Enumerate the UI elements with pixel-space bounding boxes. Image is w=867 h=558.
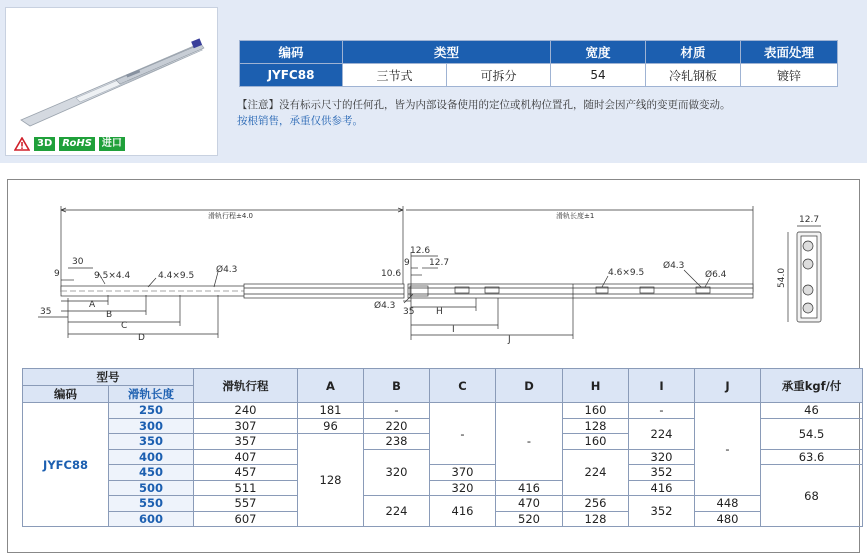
- dim-phi-4-3-right: Ø4.3: [663, 261, 685, 271]
- length-cell: 300: [109, 418, 194, 434]
- a-cell: 181: [298, 403, 364, 419]
- length-cell: 250: [109, 403, 194, 419]
- dim-phi-4-3-mid: Ø4.3: [374, 301, 396, 311]
- stroke-cell: 407: [194, 449, 298, 465]
- table-row: [23, 403, 863, 419]
- dim-12-7: 12.7: [429, 258, 450, 268]
- header-A: A: [298, 369, 364, 403]
- dim-hole-4-4x9-5: 4.4×9.5: [158, 271, 195, 281]
- import-badge: 进口: [99, 137, 125, 151]
- b-cell: 220: [364, 418, 430, 434]
- dim-side-width: 12.7: [799, 215, 820, 225]
- 3d-badge: 3D: [34, 137, 55, 151]
- stroke-cell: 357: [194, 434, 298, 450]
- load-cell: 46: [761, 403, 863, 419]
- i-cell: 416: [629, 480, 695, 496]
- c-cell: 416: [430, 496, 496, 527]
- h-cell: 128: [563, 511, 629, 527]
- header-H: H: [563, 369, 629, 403]
- b-cell: 238: [364, 434, 430, 450]
- header-stroke: 滑轨行程: [194, 369, 298, 403]
- dim-hole-9-5x4-4: 9.5×4.4: [94, 271, 131, 281]
- header-load: 承重kgf/付: [761, 369, 863, 403]
- header-D: D: [496, 369, 563, 403]
- dim-12-6: 12.6: [410, 246, 431, 256]
- dim-phi-4-3-left: Ø4.3: [216, 265, 238, 275]
- dim-hole-4-6x9-5: 4.6×9.5: [608, 268, 645, 278]
- i-cell: 352: [629, 465, 695, 481]
- model-code: JYFC88: [23, 403, 109, 527]
- dim-side-height: 54.0: [777, 267, 787, 288]
- header-B: B: [364, 369, 430, 403]
- dim-10-6: 10.6: [381, 269, 402, 279]
- load-cell: 63.6: [761, 449, 863, 465]
- stroke-cell: 557: [194, 496, 298, 512]
- h-cell: 256: [563, 496, 629, 512]
- c-cell: 320: [430, 480, 496, 496]
- h-cell: 224: [563, 449, 629, 496]
- i-cell: -: [629, 403, 695, 419]
- stroke-cell: 240: [194, 403, 298, 419]
- b-cell: 320: [364, 449, 430, 496]
- length-cell: 400: [109, 449, 194, 465]
- length-cell: 350: [109, 434, 194, 450]
- h-cell: 128: [563, 418, 629, 434]
- warning-icon: [14, 137, 30, 151]
- stroke-cell: 511: [194, 480, 298, 496]
- h-cell: 160: [563, 403, 629, 419]
- j-cell: 480: [695, 511, 761, 527]
- stroke-cell: 307: [194, 418, 298, 434]
- dim-9-right: 9: [404, 258, 410, 268]
- h-cell: 160: [563, 434, 629, 450]
- dim-A: A: [89, 300, 96, 310]
- stroke-cell: 607: [194, 511, 298, 527]
- rail-drawing: [8, 180, 861, 370]
- i-cell: 224: [629, 418, 695, 449]
- sales-note: 按根销售，承重仅供参考。: [237, 115, 363, 127]
- notice-text: 【注意】没有标示尺寸的任何孔，皆为内部设备使用的定位或机构位置孔，随时会因产线的变更而做变动。: [237, 99, 731, 111]
- certification-badges: [14, 137, 125, 151]
- d-cell: 520: [496, 511, 563, 527]
- length-cell: 450: [109, 465, 194, 481]
- spec-sections: 三节式: [343, 64, 447, 87]
- spec-width: 54: [551, 64, 646, 87]
- b-cell: -: [364, 403, 430, 419]
- slide-rail-product-image: [16, 28, 211, 128]
- c-cell: 370: [430, 465, 496, 481]
- d-cell: -: [496, 403, 563, 481]
- load-cell: 54.5: [761, 418, 863, 449]
- dim-C: C: [121, 321, 128, 331]
- spec-header-type: 类型: [343, 41, 551, 64]
- header-I: I: [629, 369, 695, 403]
- spec-header-surface: 表面处理: [741, 41, 838, 64]
- length-cell: 600: [109, 511, 194, 527]
- spec-material: 冷轧钢板: [646, 64, 741, 87]
- product-image-box: [5, 7, 218, 156]
- rohs-badge: RoHS: [59, 137, 95, 151]
- spec-table: [239, 40, 838, 87]
- dim-phi-6-4: Ø6.4: [705, 270, 727, 280]
- d-cell: 470: [496, 496, 563, 512]
- header-C: C: [430, 369, 496, 403]
- dim-J: J: [508, 335, 511, 345]
- d-cell: 416: [496, 480, 563, 496]
- table-row: [23, 496, 863, 512]
- dim-I: I: [452, 325, 455, 335]
- dim-B: B: [106, 310, 113, 320]
- c-cell: -: [430, 403, 496, 465]
- spec-header-code: 编码: [240, 41, 343, 64]
- dim-9-left: 9: [54, 269, 60, 279]
- stroke-label: 滑轨行程±4.0: [208, 212, 253, 220]
- b-cell: 224: [364, 496, 430, 527]
- load-cell: 68: [761, 465, 863, 527]
- j-cell: -: [695, 403, 761, 496]
- dim-H: H: [436, 307, 443, 317]
- header-J: J: [695, 369, 761, 403]
- a-128: 128: [319, 473, 342, 487]
- spec-code: JYFC88: [240, 64, 343, 87]
- dim-35-right: 35: [403, 307, 415, 317]
- j-cell: 448: [695, 496, 761, 512]
- spec-header-width: 宽度: [551, 41, 646, 64]
- header-code: 编码: [23, 386, 109, 403]
- length-label: 滑轨长度±1: [556, 212, 595, 220]
- a-cell: 96: [298, 418, 364, 434]
- i-cell: 320: [629, 449, 695, 465]
- dim-D: D: [138, 333, 145, 343]
- spec-header-material: 材质: [646, 41, 741, 64]
- a-cell: [298, 434, 364, 527]
- dim-35-left: 35: [40, 307, 52, 317]
- dim-30: 30: [72, 257, 84, 267]
- header-length: 滑轨长度: [109, 386, 194, 403]
- product-header-panel: [0, 0, 867, 163]
- spec-surface: 镀锌: [741, 64, 838, 87]
- spec-detach: 可拆分: [447, 64, 551, 87]
- i-cell: 352: [629, 496, 695, 527]
- stroke-cell: 457: [194, 465, 298, 481]
- dimension-table: [22, 368, 863, 527]
- length-cell: 550: [109, 496, 194, 512]
- header-model: 型号: [23, 369, 194, 386]
- length-cell: 500: [109, 480, 194, 496]
